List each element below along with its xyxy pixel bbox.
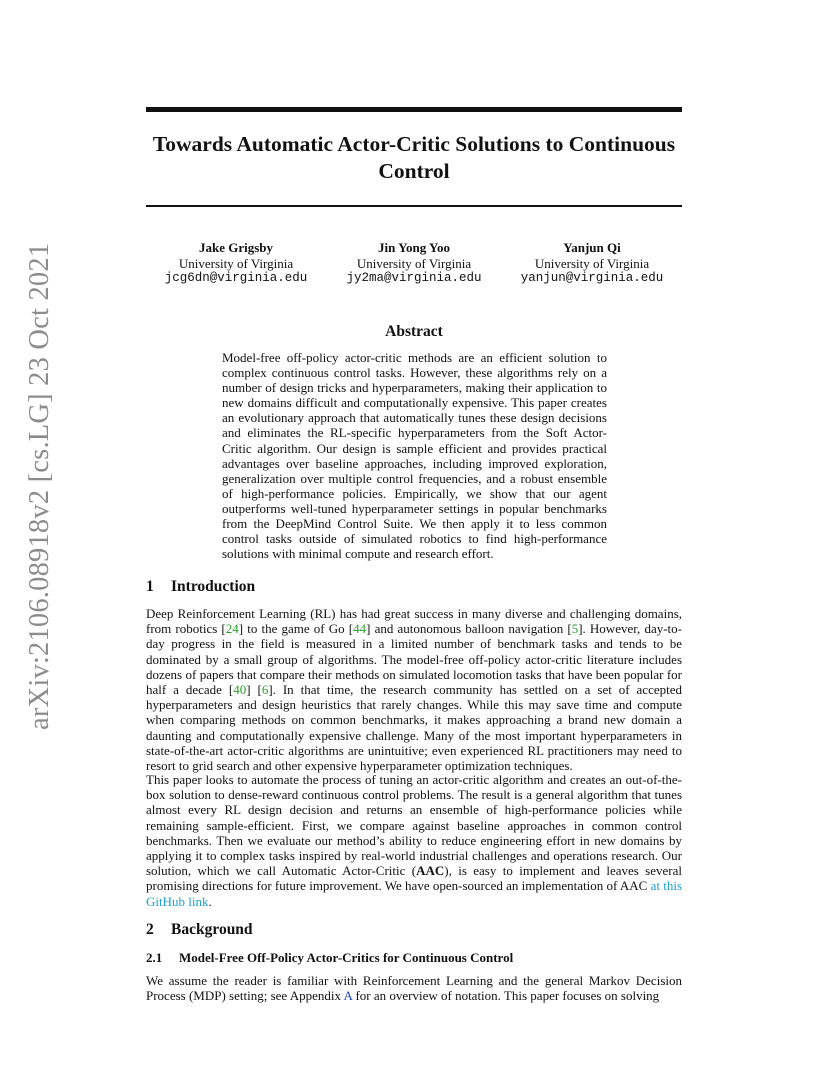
text-run: ]. However, day-to-day progress in the field is measured in a limited number of benchmark tasks and tends to be dominated by a small group of algorithms. The model-free off-policy actor-critic literature includes dozens of papers that compare their methods on simulated locomotion tasks that have been popular for half a decade [: [146, 621, 682, 698]
section-number: 2: [146, 921, 154, 938]
title-rule-bottom: [146, 205, 682, 207]
section-title: Background: [171, 921, 253, 938]
author-1: [146, 240, 326, 287]
abstract-text: Model-free off-policy actor-critic methods are an efficient solution to complex continuous control tasks. However, these algorithms rely on a number of design tricks and hyperparameters, making their application to new domains difficult and computationally expensive. This paper creates an evolutionary approach that automatically tunes these design decisions and eliminates the RL-specific hyperparameters from the Soft Actor-Critic algorithm. Our design is sample efficient and provides practical advantages over baseline approaches, including improved exploration, generalization over multiple control frequencies, and a robust ensemble of high-performance policies. Empirically, we show that our agent outperforms well-tuned hyperparameter settings in popular benchmarks from the DeepMind Control Suite. We then apply it to less common control tasks outside of simulated robotics to find high-performance solutions with minimal compute and research effort.: [222, 350, 607, 562]
intro-paragraph-1: [146, 606, 682, 773]
appendix-link[interactable]: A: [343, 988, 353, 1004]
section-title: Introduction: [171, 578, 256, 595]
author-name: Jake Grigsby: [198, 240, 274, 255]
section-heading-introduction: [146, 578, 255, 596]
text-run: This paper looks to automate the process of tuning an actor-critic algorithm and creates an out-of-the-box solution to dense-reward continuous control problems. The result is a general algorithm that tunes almost every RL design decision and returns an ensemble of high-performance policies while remaining sample-efficient. First, we compare against baseline approaches in common control benchmarks. Then we evaluate our method’s ability to reduce engineering effort in new domains by applying it to complex tasks inspired by real-world industrial challenges and operations research. Our solution, which we call Automatic Actor-Critic (: [146, 772, 682, 879]
section-number: 1: [146, 578, 154, 595]
text-run: ] to the game of Go [: [238, 621, 354, 637]
arxiv-stamp-text: arXiv:2106.08918v2 [cs.LG] 23 Oct 2021: [24, 242, 55, 730]
author-3: [502, 240, 682, 287]
citation-link[interactable]: 40: [233, 682, 247, 698]
abstract-heading: Abstract: [385, 323, 443, 340]
author-email[interactable]: yanjun@virginia.edu: [520, 271, 664, 285]
intro-paragraph-2: [146, 772, 682, 909]
text-run: ] [: [246, 682, 262, 698]
author-affiliation: University of Virginia: [356, 255, 472, 271]
author-name: Yanjun Qi: [563, 240, 621, 255]
text-run: for an overview of notation. This paper focuses on solving: [352, 988, 660, 1004]
citation-link[interactable]: 5: [571, 621, 579, 637]
text-run: .: [208, 893, 212, 909]
author-affiliation: University of Virginia: [178, 255, 294, 271]
section-heading-background: [146, 921, 253, 939]
text-run: We assume the reader is familiar with Reinforcement Learning and the general Markov Decision Process (MDP) setting; see Appendix: [146, 973, 682, 1004]
github-link[interactable]: at this GitHub link: [146, 878, 682, 909]
title-rule-top: [146, 107, 682, 112]
subsection-number: 2.1: [146, 950, 163, 965]
citation-link[interactable]: 24: [225, 621, 239, 637]
author-email[interactable]: jcg6dn@virginia.edu: [164, 271, 308, 285]
subsection-title: Model-Free Off-Policy Actor-Critics for Continuous Control: [179, 950, 514, 965]
subsection-heading: [146, 950, 513, 966]
citation-link[interactable]: 44: [353, 621, 367, 637]
author-block: [146, 240, 682, 290]
text-run: ]. In that time, the research community has settled on a set of accepted hyperparameters and design heuristics that rarely changes. While this may save time and compute when comparing methods on common benchmarks, it makes approaching a brand new domain a daunting and computationally expensive challenge. Many of the most important hyperparameters in state-of-the-art actor-critic algorithms are unintuitive; even experienced RL practitioners may need to resort to grid search and other expensive hyperparameter optimization techniques.: [146, 682, 682, 774]
text-run: ), is easy to implement and leaves several promising directions for future improvement. We have open-sourced an implementation of AAC: [146, 863, 682, 894]
paper-title: Towards Automatic Actor-Critic Solutions to Continuous Control: [152, 132, 676, 183]
author-2: [324, 240, 504, 287]
arxiv-stamp: [20, 242, 60, 730]
text-run: ] and autonomous balloon navigation [: [366, 621, 572, 637]
text-run: Deep Reinforcement Learning (RL) has had great success in many diverse and challenging domains, from robotics [: [146, 606, 682, 637]
background-paragraph-1: [146, 973, 682, 1003]
method-name-bold: AAC: [416, 863, 445, 879]
author-affiliation: University of Virginia: [534, 255, 650, 271]
author-email[interactable]: jy2ma@virginia.edu: [346, 271, 482, 285]
author-name: Jin Yong Yoo: [377, 240, 450, 255]
citation-link[interactable]: 6: [261, 682, 269, 698]
